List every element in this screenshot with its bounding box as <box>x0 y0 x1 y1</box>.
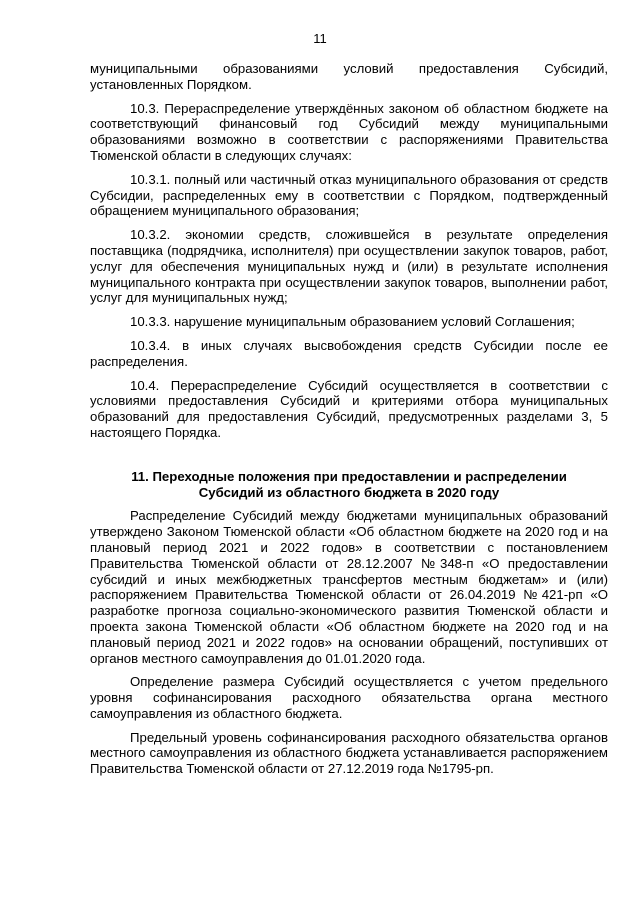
paragraph-continuation: муниципальными образованиями условий предоставления Субсидий, установленных Порядком. <box>90 61 608 92</box>
paragraph-distribution: Распределение Субсидий между бюджетами муниципальных образований утверждено Законом Тюменской области «Об областном бюджете на 2020 год и на плановый период 2021 и 2022 годов» в соответствии с постановлением Правительства Тюменской области от 28.12.2007 №348-п «О предоставлении субсидий и иных межбюджетных трансфертов местным бюджетам» и (или) распоряжением Правительства Тюменской области от 26.04.2019 №421-рп «О разработке прогноза социально-экономического развития Тюменской области и проекта закона Тюменской области «Об областном бюджете на 2020 год и на плановый период 2021 и 2022 годов» на основании обращений, поступивших от органов местного самоуправления до 01.01.2020 года. <box>90 508 608 666</box>
page-number: 11 <box>313 31 327 46</box>
paragraph-10-3-3: 10.3.3. нарушение муниципальным образованием условий Соглашения; <box>130 314 575 330</box>
document-body <box>90 61 608 777</box>
paragraph-10-3-4: 10.3.4. в иных случаях высвобождения средств Субсидии после ее распределения. <box>90 337 608 369</box>
paragraph-10-3-2: 10.3.2. экономии средств, сложившейся в результате определения поставщика (подрядчика, исполнителя) при осуществлении закупок товаров, работ, услуг для обеспечения муниципальных нужд и (или) в результате исполнения муниципального контракта при осуществлении закупок товаров, выполнении работ, услуг для муниципальных нужд; <box>90 227 608 306</box>
paragraph-10-3-1: 10.3.1. полный или частичный отказ муниципального образования от средств Субсидии, распределенных ему в соответствии с Порядком, подтвержденный обращением муниципального образования; <box>90 171 608 219</box>
section-heading-11 <box>90 469 608 501</box>
paragraph-subsidy-size: Определение размера Субсидий осуществляется с учетом предельного уровня софинансирования расходного обязательства органа местного самоуправления из областного бюджета. <box>90 674 608 721</box>
section-heading-line-2: Субсидий из областного бюджета в 2020 году <box>198 484 500 500</box>
paragraph-cofinancing-level: Предельный уровень софинансирования расходного обязательства органов местного самоуправления из областного бюджета устанавливается распоряжением Правительства Тюменской области от 27.12.2019 года №1795-рп. <box>90 729 608 777</box>
paragraph-10-4: 10.4. Перераспределение Субсидий осуществляется в соответствии с условиями предоставления Субсидий и критериями отбора муниципальных образований для предоставления Субсидий, предусмотренных разделами 3, 5 настоящего Порядка. <box>90 377 608 440</box>
section-heading-line-1: 11. Переходные положения при предоставлении и распределении <box>131 468 567 484</box>
paragraph-10-3: 10.3. Перераспределение утверждённых законом об областном бюджете на соответствующий финансовый год Субсидий между муниципальными образованиями возможно в соответствии с распоряжениями Правительства Тюменской области в следующих случаях: <box>90 100 608 163</box>
